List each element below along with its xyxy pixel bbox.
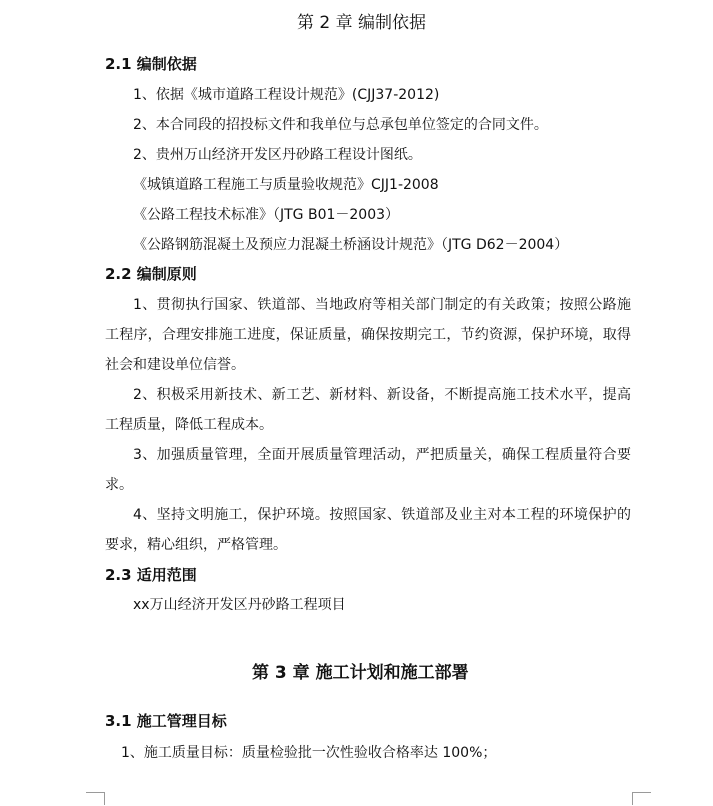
principle-4-line-2: 要求，精心组织，严格管理。 <box>105 537 287 553</box>
principle-2-line-1: 2、积极采用新技术、新工艺、新材料、新设备，不断提高施工技术水平，提高 <box>133 387 631 403</box>
principle-3-line-2: 求。 <box>105 477 133 493</box>
principle-3-line-1: 3、加强质量管理，全面开展质量管理活动，严把质量关，确保工程质量符合要 <box>133 447 631 463</box>
chapter-2-title: 第 2 章 编制依据 <box>297 13 427 33</box>
section-2-2-title: 2.2 编制原则 <box>105 265 197 283</box>
page-corner-mark-right <box>632 792 651 805</box>
principle-1-line-2: 工程序，合理安排施工进度，保证质量，确保按期完工，节约资源，保护环境，取得 <box>105 327 631 343</box>
principle-1-line-1: 1、贯彻执行国家、铁道部、当地政府等相关部门制定的有关政策；按照公路施 <box>133 297 631 313</box>
principle-2-line-2: 工程质量，降低工程成本。 <box>105 417 273 433</box>
section-2-1-title: 2.1 编制依据 <box>105 55 197 73</box>
basis-item-5: 《公路工程技术标准》（JTG B01－2003） <box>133 207 400 223</box>
principle-1-line-3: 社会和建设单位信誉。 <box>105 357 245 373</box>
basis-item-4: 《城镇道路工程施工与质量验收规范》CJJ1-2008 <box>133 177 439 193</box>
basis-item-6: 《公路钢筋混凝土及预应力混凝土桥涵设计规范》（JTG D62－2004） <box>133 237 569 253</box>
section-2-3-title: 2.3 适用范围 <box>105 566 197 584</box>
principle-4-line-1: 4、坚持文明施工，保护环境。按照国家、铁道部及业主对本工程的环境保护的 <box>133 507 631 523</box>
basis-item-1: 1、依据《城市道路工程设计规范》(CJJ37-2012) <box>133 87 440 103</box>
basis-item-3: 2、贵州万山经济开发区丹砂路工程设计图纸。 <box>133 147 422 163</box>
chapter-3-title: 第 3 章 施工计划和施工部署 <box>252 663 469 683</box>
goal-item-1: 1、施工质量目标：质量检验批一次性验收合格率达 100%； <box>121 745 497 761</box>
basis-item-2: 2、本合同段的招投标文件和我单位与总承包单位签定的合同文件。 <box>133 117 548 133</box>
scope-text: xx万山经济开发区丹砂路工程项目 <box>133 597 346 613</box>
page-corner-mark-left <box>86 792 105 805</box>
section-3-1-title: 3.1 施工管理目标 <box>105 712 227 730</box>
